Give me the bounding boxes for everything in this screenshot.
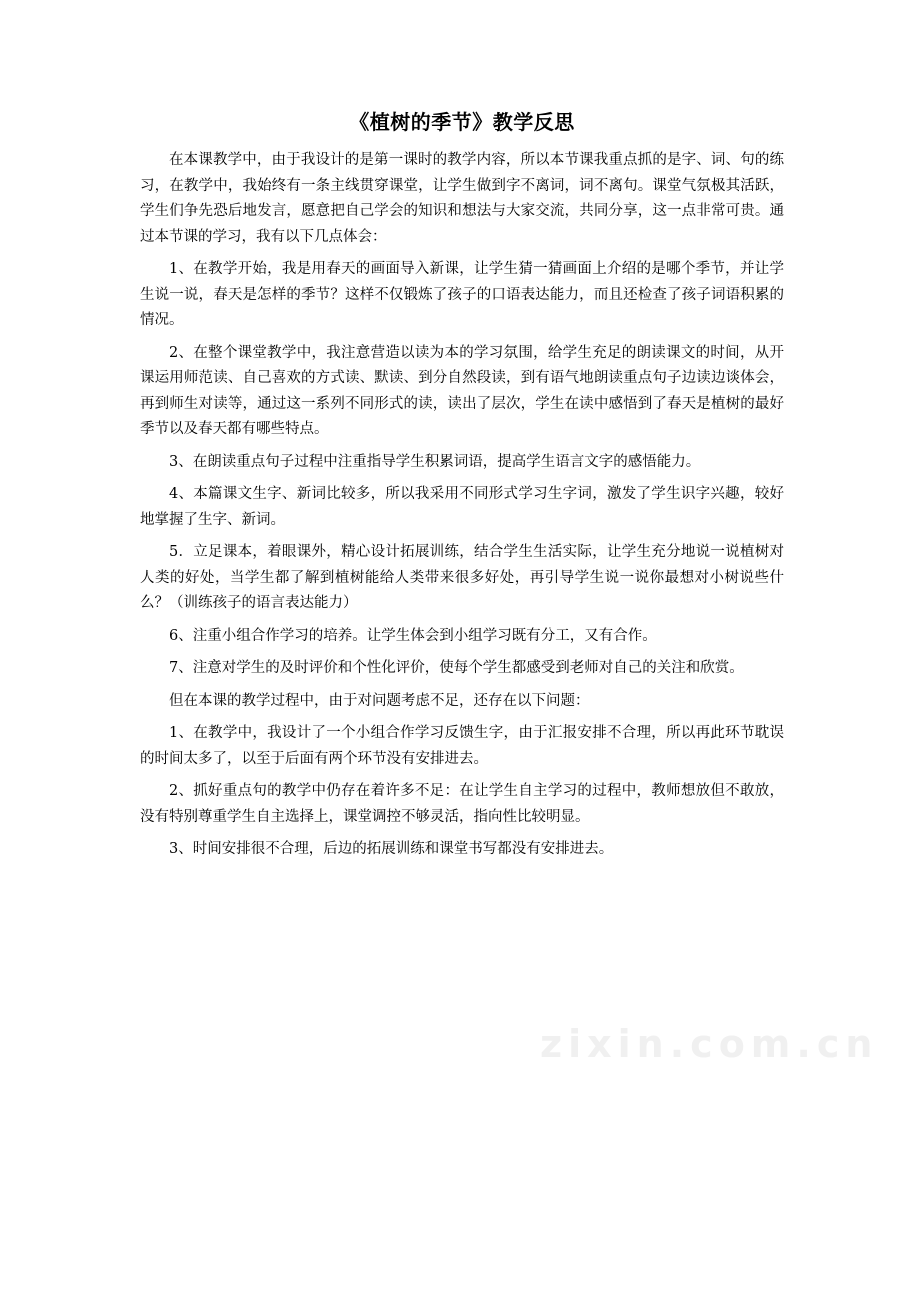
document-title: 《植树的季节》教学反思 xyxy=(349,110,575,134)
point-1-paragraph: 1、在教学开始，我是用春天的画面导入新课，让学生猜一猜画面上介绍的是哪个季节，并让学生说一说，春天是怎样的季节？这样不仅锻炼了孩子的口语表达能力，而且还检查了孩子词语积累的情况。 xyxy=(140,261,784,328)
problem-2-paragraph: 2、抓好重点句的教学中仍存在着许多不足：在让学生自主学习的过程中，教师想放但不敢放，没有特别尊重学生自主选择上，课堂调控不够灵活，指向性比较明显。 xyxy=(140,783,784,825)
problem-1-paragraph: 1、在教学中，我设计了一个小组合作学习反馈生字，由于汇报安排不合理，所以再此环节耽误的时间太多了，以至于后面有两个环节没有安排进去。 xyxy=(140,725,784,767)
point-3-paragraph: 3、在朗读重点句子过程中注重指导学生积累词语，提高学生语言文字的感悟能力。 xyxy=(169,453,701,470)
point-4-paragraph: 4、本篇课文生字、新词比较多，所以我采用不同形式学习生字词，激发了学生识字兴趣，较好地掌握了生字、新词。 xyxy=(140,486,784,528)
watermark: zixin.com.cn xyxy=(540,1022,879,1066)
intro-paragraph: 在本课教学中，由于我设计的是第一课时的教学内容，所以本节课我重点抓的是字、词、句的练习，在教学中，我始终有一条主线贯穿课堂，让学生做到字不离词，词不离句。课堂气氛极其活跃，学生们争先恐后地发言，愿意把自己学会的知识和想法与大家交流，共同分享，这一点非常可贵。通过本节课的学习，我有以下几点体会： xyxy=(140,152,784,245)
problems-intro-paragraph: 但在本课的教学过程中，由于对问题考虑不足，还存在以下问题： xyxy=(169,692,590,709)
point-2-paragraph: 2、在整个课堂教学中，我注意营造以读为本的学习氛围，给学生充足的朗读课文的时间，从开课运用师范读、自己喜欢的方式读、默读、到分自然段读，到有语气地朗读重点句子边读边谈体会，再到师生对读等，通过这一系列不同形式的读，读出了层次，学生在读中感悟到了春天是植树的最好季节以及春天都有哪些特点。 xyxy=(140,344,784,437)
point-5-paragraph: 5．立足课本，着眼课外，精心设计拓展训练，结合学生生活实际，让学生充分地说一说植树对人类的好处，当学生都了解到植树能给人类带来很多好处，再引导学生说一说你最想对小树说些什么？（训练孩子的语言表达能力） xyxy=(140,544,784,611)
point-6-paragraph: 6、注重小组合作学习的培养。让学生体会到小组学习既有分工，又有合作。 xyxy=(169,627,657,644)
document-page xyxy=(140,108,784,870)
point-7-paragraph: 7、注意对学生的及时评价和个性化评价，使每个学生都感受到老师对自己的关注和欣赏。 xyxy=(169,660,744,676)
problem-3-paragraph: 3、时间安排很不合理，后边的拓展训练和课堂书写都没有安排进去。 xyxy=(169,841,614,857)
